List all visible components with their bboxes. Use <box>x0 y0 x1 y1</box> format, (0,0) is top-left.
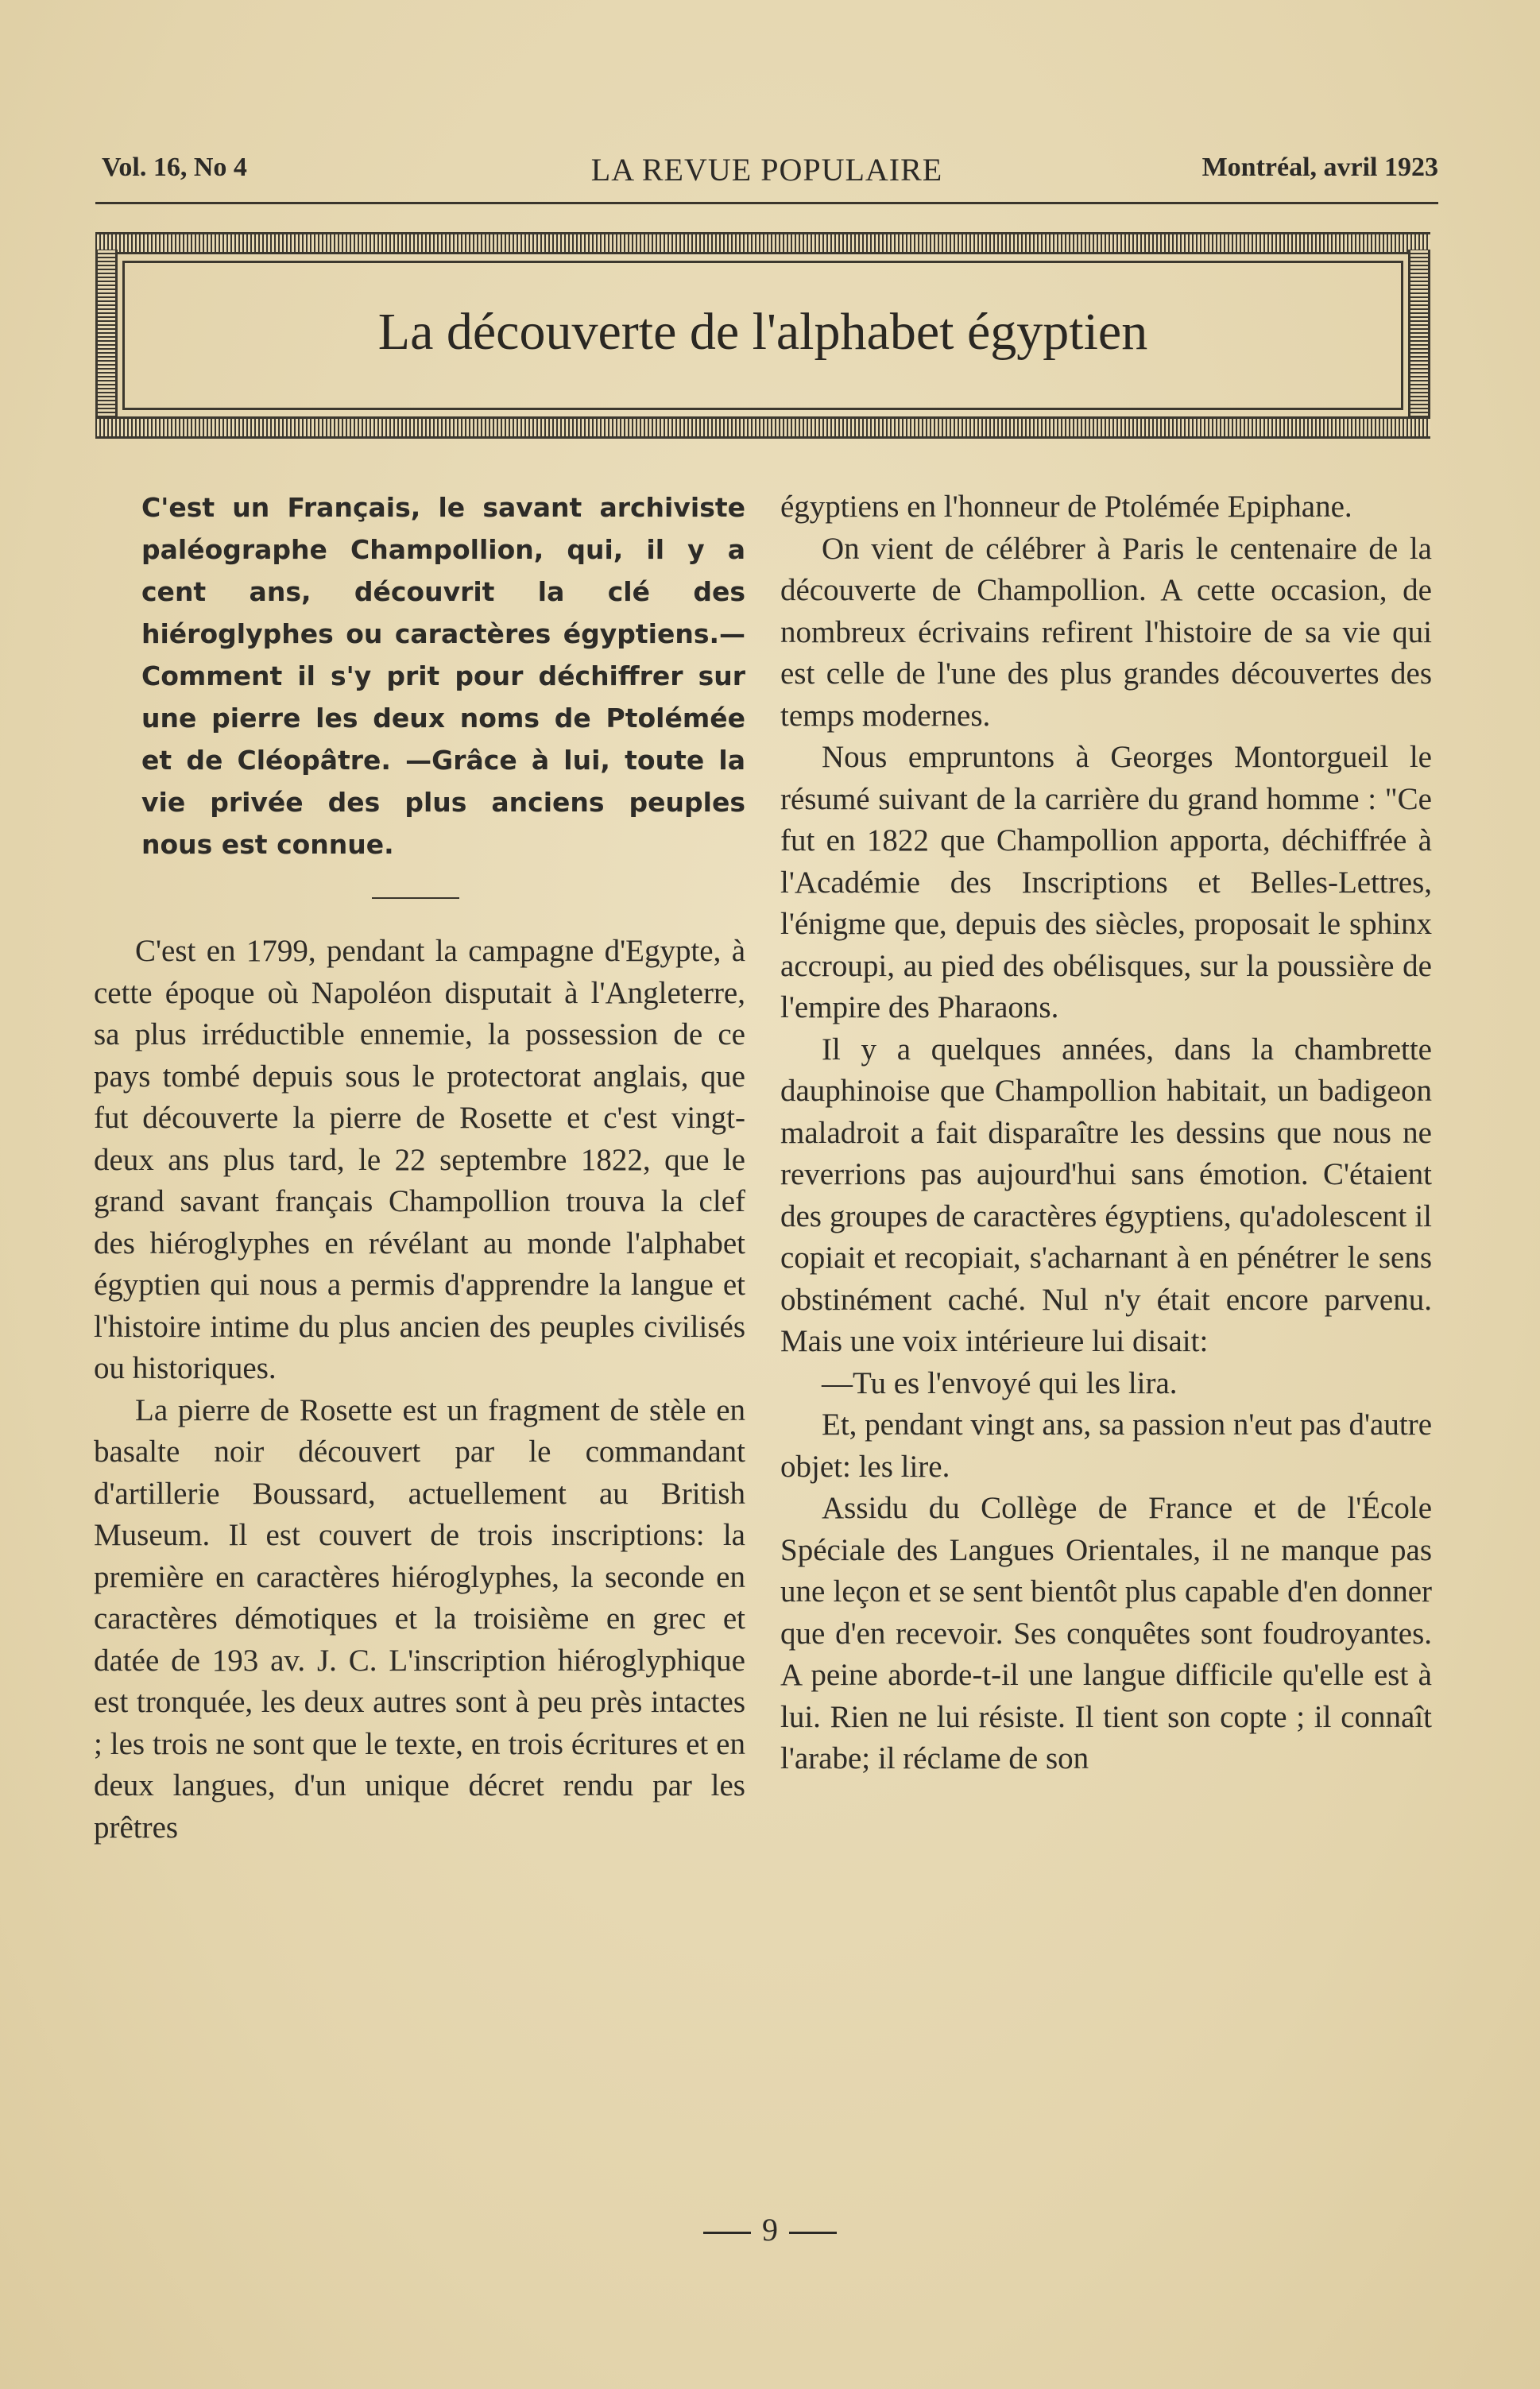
issue-date: Montréal, avril 1923 <box>1201 153 1438 182</box>
paragraph: Et, pendant vingt ans, sa passion n'eut pas d'autre objet: les lire. <box>780 1407 1432 1484</box>
running-header <box>95 149 1438 197</box>
paragraph: La pierre de Rosette est un fragment de stèle en basalte noir découvert par le commandant d'artillerie Boussard, actuellement au British Museum. Il est couvert de trois inscriptions: la première en caractères hiéroglyphes, la seconde en caractères démotiques et la troisième en grec et datée de 193 av. J. C. L'inscription hiéroglyphique est tronquée, les deux autres sont à peu près intactes ; les trois ne sont que le texte, en trois écritures et en deux langues, d'un unique décret rendu par les prêtres <box>94 1392 745 1845</box>
paragraph: On vient de célébrer à Paris le centenaire de la découverte de Champollion. A cette occasion, de nombreux écrivains refirent l'histoire de sa vie qui est celle de l'une des plus grandes découvertes des temps modernes. <box>780 531 1432 733</box>
header-rule <box>95 202 1438 204</box>
magazine-title: LA REVUE POPULAIRE <box>590 152 943 188</box>
banner-border-top <box>95 232 1430 254</box>
title-banner <box>95 232 1430 439</box>
banner-border-bottom <box>95 416 1430 439</box>
paragraph: C'est en 1799, pendant la campagne d'Egypte, à cette époque où Napoléon disputait à l'Angleterre, sa plus irréductible ennemie, la possession de ce pays tombé depuis sous le protectorat anglais, que fut découverte la pierre de Rosette et c'est vingt-deux ans plus tard, le 22 septembre 1822, que le grand savant français Champollion trouva la clef des hiéroglyphes en révélant au monde l'alphabet égyptien qui nous a permis d'apprendre la langue et l'histoire intime du plus ancien des peuples civilisés ou historiques. <box>94 934 745 1385</box>
paragraph: égyptiens en l'honneur de Ptolémée Epiphane. <box>780 490 1352 524</box>
lead-divider <box>372 897 459 899</box>
left-column <box>94 486 745 1849</box>
page-footer <box>0 2211 1540 2248</box>
paragraph: Assidu du Collège de France et de l'École Spéciale des Langues Orientales, il ne manque pas une leçon et se sent bientôt plus capable d'en donner que d'en recevoir. Ses conquêtes sont foudroyantes. A peine aborde-t-il une langue difficile qu'elle est à lui. Rien ne lui résiste. Il tient son copte ; il connaît l'arabe; il réclame de son <box>780 1491 1432 1775</box>
footer-dash-left <box>703 2232 751 2234</box>
page-number: 9 <box>762 2212 778 2248</box>
volume-number: Vol. 16, No 4 <box>102 153 247 182</box>
right-column <box>780 486 1432 1780</box>
paragraph: Nous empruntons à Georges Montorgueil le résumé suivant de la carrière du grand homme : "Ce fut en 1822 que Champollion apporta, déchiffrée à l'Académie des Inscriptions et Belles-Lettres, l'énigme que, depuis des siècles, proposait le sphinx accroupi, au pied des obélisques, sur la poussière de l'empire des Pharaons. <box>780 740 1432 1024</box>
footer-dash-right <box>789 2232 837 2234</box>
article-title: La découverte de l'alphabet égyptien <box>377 303 1148 361</box>
paragraph: Il y a quelques années, dans la chambrette dauphinoise que Champollion habitait, un badigeon maladroit a fait disparaître les dessins que nous ne reverrions pas aujourd'hui sans émotion. C'étaient des groupes de caractères égyptiens, qu'adolescent il copiait et recopiait, s'acharnant à en pénétrer le sens obstinément caché. Nul n'y était encore parvenu. Mais une voix intérieure lui disait: <box>780 1032 1432 1358</box>
article-lead: C'est un Français, le savant archiviste paléographe Champollion, qui, il y a cent ans, découvrit la clé des hiéroglyphes ou caractères égyptiens.—Comment il s'y prit pour déchiffrer sur une pierre les deux noms de Ptolémée et de Cléopâtre. —Grâce à lui, toute la vie privée des plus anciens peuples nous est connue. <box>141 492 745 860</box>
paragraph: —Tu es l'envoyé qui les lira. <box>822 1365 1178 1400</box>
